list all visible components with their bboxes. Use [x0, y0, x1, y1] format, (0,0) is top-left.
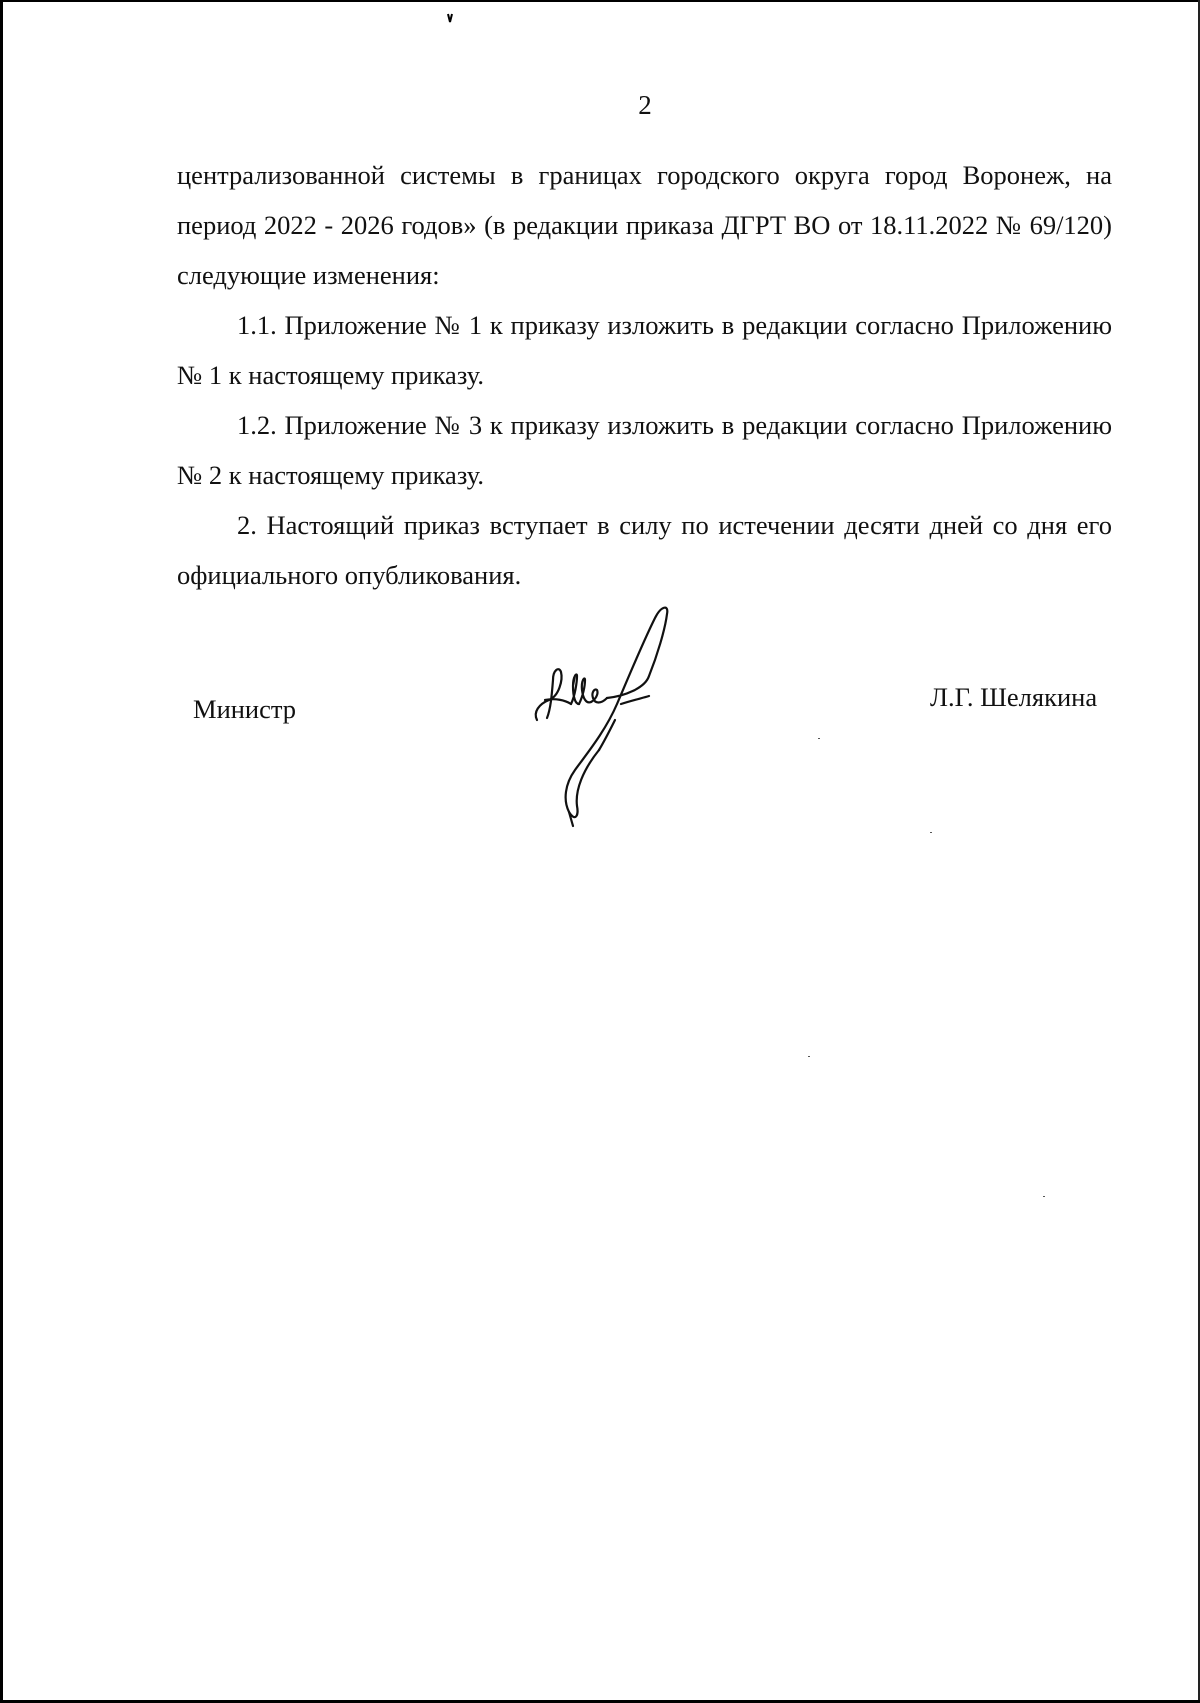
document-body [177, 150, 1112, 600]
scan-mark-icon [447, 12, 453, 24]
paragraph-item-1-1: 1.1. Приложение № 1 к приказу изложить в редакции согласно Приложению № 1 к настоящему приказу. [177, 310, 1112, 390]
scan-border-left [0, 0, 3, 1703]
signatory-name: Л.Г. Шелякина [930, 682, 1098, 712]
scan-speck [818, 738, 820, 739]
signatory-title: Министр [193, 694, 297, 724]
paragraph-continuation: централизованной системы в границах городского округа город Воронеж, на период 2022 - 2026 годов» (в редакции приказа ДГРТ ВО от 18.11.2022 № 69/120) следующие изменения: [177, 160, 1112, 290]
handwritten-signature [525, 600, 735, 830]
page-number: 2 [638, 90, 652, 120]
scan-speck [930, 832, 932, 833]
scan-speck [1043, 1196, 1045, 1197]
paragraph-item-2: 2. Настоящий приказ вступает в силу по истечении десяти дней со дня его официального опубликования. [177, 510, 1112, 590]
scan-border-top [0, 0, 1200, 2]
paragraph-item-1-2: 1.2. Приложение № 3 к приказу изложить в редакции согласно Приложению № 2 к настоящему приказу. [177, 410, 1112, 490]
scan-speck [808, 1056, 810, 1057]
